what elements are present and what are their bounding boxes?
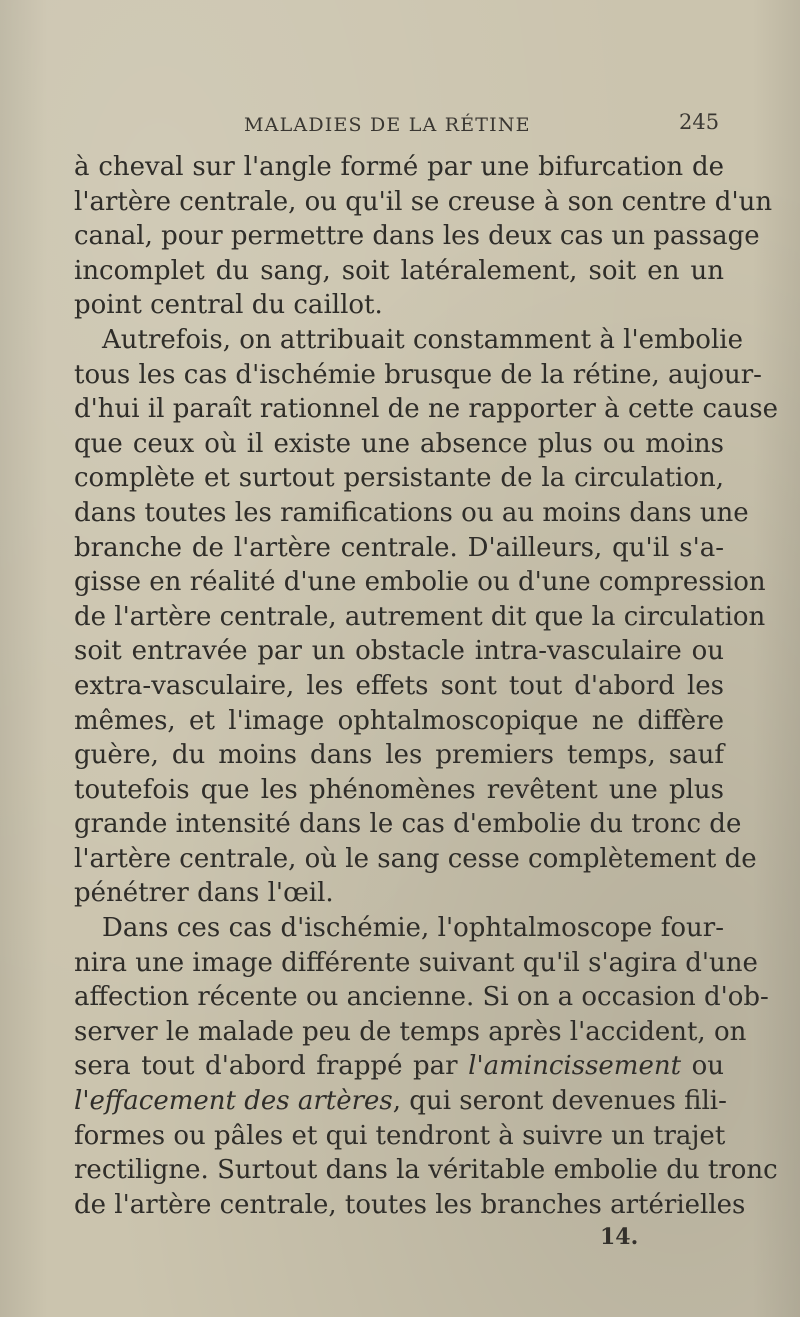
text-line: dans toutes les ramifications ou au moins dans une: [74, 497, 749, 528]
text-line: l'artère centrale, où le sang cesse complètement de: [74, 843, 757, 874]
text-line: server le malade peu de temps après l'accident, on: [74, 1016, 747, 1047]
text-line: complète et surtout persistante de la circulation,: [74, 463, 724, 494]
text-line-with-italic: [74, 1049, 724, 1084]
body-text: [74, 150, 778, 1222]
text-segment: , qui seront devenues fili-: [392, 1086, 727, 1117]
text-line: de l'artère centrale, autrement dit que la circulation: [74, 601, 766, 632]
text-segment: sera tout d'abord frappé par: [74, 1051, 469, 1082]
text-line: rectiligne. Surtout dans la véritable embolie du tronc: [74, 1155, 778, 1186]
page-number: 245: [679, 110, 720, 134]
italic-term: l'amincissement: [468, 1051, 682, 1082]
text-line: que ceux où il existe une absence plus ou moins: [74, 428, 724, 459]
text-line: extra-vasculaire, les effets sont tout d'abord les: [74, 670, 724, 701]
text-line: grande intensité dans le cas d'embolie du tronc de: [74, 809, 742, 840]
text-line: branche de l'artère centrale. D'ailleurs, qu'il s'a-: [74, 532, 724, 563]
text-line: pénétrer dans l'œil.: [74, 878, 334, 909]
text-line: d'hui il paraît rationnel de ne rapporter à cette cause: [74, 394, 778, 425]
text-line-with-italic: [74, 1084, 727, 1119]
italic-term: l'effacement des artères: [74, 1086, 393, 1117]
text-line: canal, pour permettre dans les deux cas un passage: [74, 221, 760, 252]
text-line: point central du caillot.: [74, 290, 383, 321]
text-line: nira une image différente suivant qu'il s'agira d'une: [74, 947, 758, 978]
paragraph-start-line: Dans ces cas d'ischémie, l'ophtalmoscope four-: [102, 913, 724, 944]
text-line: soit entravée par un obstacle intra-vasculaire ou: [74, 636, 724, 667]
text-line: tous les cas d'ischémie brusque de la rétine, aujour-: [74, 359, 762, 390]
text-segment: ou: [681, 1051, 724, 1082]
text-line: mêmes, et l'image ophtalmoscopique ne diffère: [74, 705, 724, 736]
running-head: [0, 110, 800, 140]
text-line: l'artère centrale, ou qu'il se creuse à son centre d'un: [74, 186, 773, 217]
text-line: gisse en réalité d'une embolie ou d'une compression: [74, 567, 766, 598]
text-line: formes ou pâles et qui tendront à suivre un trajet: [74, 1120, 726, 1151]
running-title: MALADIES DE LA RÉTINE: [244, 114, 531, 136]
text-line: à cheval sur l'angle formé par une bifurcation de: [74, 152, 724, 182]
paragraph-start-line: Autrefois, on attribuait constamment à l'embolie: [102, 324, 743, 355]
text-line: de l'artère centrale, toutes les branches artérielles: [74, 1189, 746, 1220]
text-line: guère, du moins dans les premiers temps, sauf: [74, 740, 724, 771]
text-line: affection récente ou ancienne. Si on a occasion d'ob-: [74, 982, 769, 1013]
text-line: toutefois que les phénomènes revêtent une plus: [74, 774, 724, 805]
text-line: incomplet du sang, soit latéralement, soit en un: [74, 255, 724, 286]
signature-mark: 14.: [600, 1224, 639, 1250]
